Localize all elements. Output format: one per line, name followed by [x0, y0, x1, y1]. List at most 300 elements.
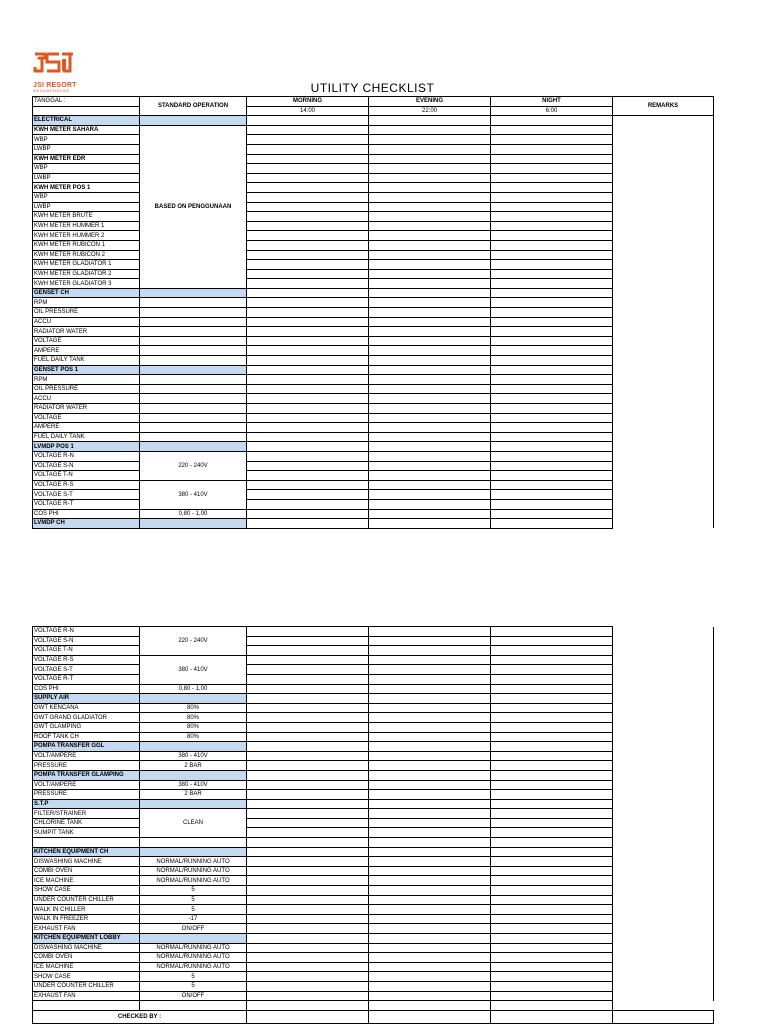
morning-reading-cell[interactable] — [247, 934, 369, 944]
morning-reading-cell[interactable] — [247, 499, 369, 509]
night-reading-cell[interactable] — [491, 751, 613, 761]
evening-reading-cell[interactable] — [369, 327, 491, 337]
evening-reading-cell[interactable] — [369, 742, 491, 752]
morning-reading-cell[interactable] — [247, 519, 369, 529]
tanggal-value[interactable] — [33, 106, 140, 116]
row-label-voltage-r-t: VOLTAGE R-T — [33, 499, 140, 509]
evening-reading-cell[interactable] — [369, 154, 491, 164]
evening-reading-cell[interactable] — [369, 519, 491, 529]
night-reading-cell[interactable] — [491, 674, 613, 684]
table-row — [33, 732, 714, 742]
night-reading-cell[interactable] — [491, 212, 613, 222]
evening-reading-cell[interactable] — [369, 288, 491, 298]
evening-reading-cell[interactable] — [369, 365, 491, 375]
table-row — [33, 183, 714, 193]
morning-reading-cell[interactable] — [247, 972, 369, 982]
night-reading-cell[interactable] — [491, 451, 613, 461]
evening-reading-cell[interactable] — [369, 404, 491, 414]
evening-reading-cell[interactable] — [369, 269, 491, 279]
evening-reading-cell[interactable] — [369, 250, 491, 260]
evening-reading-cell[interactable] — [369, 674, 491, 684]
night-reading-cell[interactable] — [491, 914, 613, 924]
evening-reading-cell[interactable] — [369, 432, 491, 442]
standard-operation-cell — [140, 770, 247, 780]
evening-reading-cell[interactable] — [369, 818, 491, 828]
table-row — [33, 250, 714, 260]
night-reading-cell[interactable] — [491, 461, 613, 471]
night-reading-cell[interactable] — [491, 732, 613, 742]
morning-reading-cell[interactable] — [247, 317, 369, 327]
morning-reading-cell[interactable] — [247, 790, 369, 800]
morning-reading-cell[interactable] — [247, 144, 369, 154]
evening-reading-cell[interactable] — [369, 471, 491, 481]
night-reading-cell[interactable] — [491, 934, 613, 944]
morning-reading-cell[interactable] — [247, 895, 369, 905]
evening-reading-cell[interactable] — [369, 857, 491, 867]
morning-reading-cell[interactable] — [247, 346, 369, 356]
evening-reading-cell[interactable] — [369, 442, 491, 452]
evening-reading-cell[interactable] — [369, 336, 491, 346]
shift-night-time: 6:00 — [491, 106, 613, 116]
morning-reading-cell[interactable] — [247, 636, 369, 646]
morning-reading-cell[interactable] — [247, 269, 369, 279]
evening-reading-cell[interactable] — [369, 394, 491, 404]
morning-reading-cell[interactable] — [247, 327, 369, 337]
morning-reading-cell[interactable] — [247, 818, 369, 828]
evening-reading-cell[interactable] — [369, 838, 491, 848]
evening-reading-cell[interactable] — [369, 684, 491, 694]
night-reading-cell[interactable] — [491, 636, 613, 646]
morning-reading-cell[interactable] — [247, 202, 369, 212]
evening-reading-cell[interactable] — [369, 212, 491, 222]
evening-reading-cell[interactable] — [369, 384, 491, 394]
morning-reading-cell[interactable] — [247, 164, 369, 174]
morning-reading-cell[interactable] — [247, 116, 369, 126]
morning-reading-cell[interactable] — [247, 471, 369, 481]
morning-reading-cell[interactable] — [247, 288, 369, 298]
standard-operation-cell — [140, 404, 247, 414]
morning-reading-cell[interactable] — [247, 751, 369, 761]
standard-operation-cell — [140, 847, 247, 857]
evening-reading-cell[interactable] — [369, 866, 491, 876]
night-reading-cell[interactable] — [491, 480, 613, 490]
row-label-volt-ampere: VOLT/AMPERE — [33, 780, 140, 790]
evening-reading-cell[interactable] — [369, 761, 491, 771]
night-reading-cell[interactable] — [491, 953, 613, 963]
table-row — [33, 317, 714, 327]
morning-reading-cell[interactable] — [247, 703, 369, 713]
evening-reading-cell[interactable] — [369, 221, 491, 231]
night-reading-cell[interactable] — [491, 384, 613, 394]
evening-reading-cell[interactable] — [369, 770, 491, 780]
morning-reading-cell[interactable] — [247, 646, 369, 656]
morning-reading-cell[interactable] — [247, 432, 369, 442]
row-label-kwh-meter-gladiator-2: KWH METER GLADIATOR 2 — [33, 269, 140, 279]
evening-reading-cell[interactable] — [369, 694, 491, 704]
evening-reading-cell[interactable] — [369, 646, 491, 656]
morning-reading-cell[interactable] — [247, 308, 369, 318]
morning-reading-cell[interactable] — [247, 231, 369, 241]
table-row — [33, 905, 714, 915]
night-reading-cell[interactable] — [491, 655, 613, 665]
night-reading-cell[interactable] — [491, 231, 613, 241]
row-label-oil-pressure: OIL PRESSURE — [33, 308, 140, 318]
morning-reading-cell[interactable] — [247, 694, 369, 704]
evening-reading-cell[interactable] — [369, 962, 491, 972]
standard-operation-cell — [140, 442, 247, 452]
night-reading-cell[interactable] — [491, 279, 613, 289]
night-reading-cell[interactable] — [491, 761, 613, 771]
night-reading-cell[interactable] — [491, 876, 613, 886]
night-reading-cell[interactable] — [491, 857, 613, 867]
evening-reading-cell[interactable] — [369, 886, 491, 896]
morning-reading-cell[interactable] — [247, 627, 369, 637]
evening-reading-cell[interactable] — [369, 876, 491, 886]
morning-reading-cell[interactable] — [247, 221, 369, 231]
evening-reading-cell[interactable] — [369, 722, 491, 732]
night-reading-cell[interactable] — [491, 722, 613, 732]
signature-cell-evening[interactable] — [369, 1010, 491, 1023]
table-row — [33, 154, 714, 164]
row-label-lwbp: LWBP — [33, 144, 140, 154]
evening-reading-cell[interactable] — [369, 423, 491, 433]
morning-reading-cell[interactable] — [247, 250, 369, 260]
morning-reading-cell[interactable] — [247, 761, 369, 771]
morning-reading-cell[interactable] — [247, 847, 369, 857]
morning-reading-cell[interactable] — [247, 442, 369, 452]
night-reading-cell[interactable] — [491, 260, 613, 270]
night-reading-cell[interactable] — [491, 981, 613, 991]
evening-reading-cell[interactable] — [369, 356, 491, 366]
morning-reading-cell[interactable] — [247, 336, 369, 346]
table-row — [33, 809, 714, 819]
evening-reading-cell[interactable] — [369, 895, 491, 905]
signature-cell-remarks[interactable] — [613, 1010, 714, 1023]
morning-reading-cell[interactable] — [247, 665, 369, 675]
evening-reading-cell[interactable] — [369, 790, 491, 800]
morning-reading-cell[interactable] — [247, 770, 369, 780]
morning-reading-cell[interactable] — [247, 394, 369, 404]
night-reading-cell[interactable] — [491, 173, 613, 183]
evening-reading-cell[interactable] — [369, 828, 491, 838]
evening-reading-cell[interactable] — [369, 703, 491, 713]
row-label-chlorine-tank: CHLORINE TANK — [33, 818, 140, 828]
evening-reading-cell[interactable] — [369, 780, 491, 790]
morning-reading-cell[interactable] — [247, 655, 369, 665]
morning-reading-cell[interactable] — [247, 461, 369, 471]
night-reading-cell[interactable] — [491, 790, 613, 800]
evening-reading-cell[interactable] — [369, 317, 491, 327]
night-reading-cell[interactable] — [491, 317, 613, 327]
morning-reading-cell[interactable] — [247, 713, 369, 723]
evening-reading-cell[interactable] — [369, 202, 491, 212]
table-row — [33, 876, 714, 886]
morning-reading-cell[interactable] — [247, 365, 369, 375]
night-reading-cell[interactable] — [491, 799, 613, 809]
morning-reading-cell[interactable] — [247, 924, 369, 934]
morning-reading-cell[interactable] — [247, 451, 369, 461]
night-reading-cell[interactable] — [491, 336, 613, 346]
table-row — [33, 135, 714, 145]
row-label-volt-ampere: VOLT/AMPERE — [33, 751, 140, 761]
morning-reading-cell[interactable] — [247, 674, 369, 684]
evening-reading-cell[interactable] — [369, 125, 491, 135]
evening-reading-cell[interactable] — [369, 135, 491, 145]
morning-reading-cell[interactable] — [247, 490, 369, 500]
morning-reading-cell[interactable] — [247, 240, 369, 250]
evening-reading-cell[interactable] — [369, 847, 491, 857]
morning-reading-cell[interactable] — [247, 212, 369, 222]
row-label-gwt-grand-gladiator: GWT GRAND GLADIATOR — [33, 713, 140, 723]
evening-reading-cell[interactable] — [369, 991, 491, 1001]
evening-reading-cell[interactable] — [369, 375, 491, 385]
night-reading-cell[interactable] — [491, 713, 613, 723]
table-row — [33, 674, 714, 684]
morning-reading-cell[interactable] — [247, 356, 369, 366]
evening-reading-cell[interactable] — [369, 346, 491, 356]
morning-reading-cell[interactable] — [247, 154, 369, 164]
night-reading-cell[interactable] — [491, 365, 613, 375]
morning-reading-cell[interactable] — [247, 799, 369, 809]
night-reading-cell[interactable] — [491, 866, 613, 876]
night-reading-cell[interactable] — [491, 847, 613, 857]
night-reading-cell[interactable] — [491, 423, 613, 433]
morning-reading-cell[interactable] — [247, 684, 369, 694]
night-reading-cell[interactable] — [491, 924, 613, 934]
morning-reading-cell[interactable] — [247, 722, 369, 732]
night-reading-cell[interactable] — [491, 356, 613, 366]
morning-reading-cell[interactable] — [247, 192, 369, 202]
row-label-genset-ch: GENSET CH — [33, 288, 140, 298]
evening-reading-cell[interactable] — [369, 480, 491, 490]
morning-reading-cell[interactable] — [247, 732, 369, 742]
evening-reading-cell[interactable] — [369, 298, 491, 308]
morning-reading-cell[interactable] — [247, 384, 369, 394]
morning-reading-cell[interactable] — [247, 423, 369, 433]
evening-reading-cell[interactable] — [369, 116, 491, 126]
night-reading-cell[interactable] — [491, 809, 613, 819]
night-reading-cell[interactable] — [491, 202, 613, 212]
night-reading-cell[interactable] — [491, 269, 613, 279]
remarks-cell[interactable] — [613, 116, 714, 529]
evening-reading-cell[interactable] — [369, 655, 491, 665]
standard-operation-cell: -17 — [140, 914, 247, 924]
table-row — [33, 886, 714, 896]
evening-reading-cell[interactable] — [369, 451, 491, 461]
night-reading-cell[interactable] — [491, 298, 613, 308]
evening-reading-cell[interactable] — [369, 751, 491, 761]
night-reading-cell[interactable] — [491, 154, 613, 164]
night-reading-cell[interactable] — [491, 818, 613, 828]
checklist-table-page2 — [32, 626, 714, 1024]
morning-reading-cell[interactable] — [247, 876, 369, 886]
evening-reading-cell[interactable] — [369, 173, 491, 183]
evening-reading-cell[interactable] — [369, 240, 491, 250]
night-reading-cell[interactable] — [491, 684, 613, 694]
night-reading-cell[interactable] — [491, 308, 613, 318]
evening-reading-cell[interactable] — [369, 499, 491, 509]
night-reading-cell[interactable] — [491, 183, 613, 193]
morning-reading-cell[interactable] — [247, 480, 369, 490]
standard-operation-cell — [140, 365, 247, 375]
night-reading-cell[interactable] — [491, 665, 613, 675]
morning-reading-cell[interactable] — [247, 125, 369, 135]
evening-reading-cell[interactable] — [369, 192, 491, 202]
evening-reading-cell[interactable] — [369, 953, 491, 963]
night-reading-cell[interactable] — [491, 627, 613, 637]
signature-cell-night[interactable] — [491, 1010, 613, 1023]
evening-reading-cell[interactable] — [369, 636, 491, 646]
night-reading-cell[interactable] — [491, 240, 613, 250]
morning-reading-cell[interactable] — [247, 260, 369, 270]
morning-reading-cell[interactable] — [247, 509, 369, 519]
tanggal-label[interactable]: TANGGAL : — [33, 97, 140, 107]
morning-reading-cell[interactable] — [247, 838, 369, 848]
night-reading-cell[interactable] — [491, 646, 613, 656]
evening-reading-cell[interactable] — [369, 183, 491, 193]
evening-reading-cell[interactable] — [369, 231, 491, 241]
evening-reading-cell[interactable] — [369, 972, 491, 982]
night-reading-cell[interactable] — [491, 509, 613, 519]
night-reading-cell[interactable] — [491, 250, 613, 260]
night-reading-cell[interactable] — [491, 404, 613, 414]
night-reading-cell[interactable] — [491, 442, 613, 452]
morning-reading-cell[interactable] — [247, 183, 369, 193]
signature-cell-morning[interactable] — [247, 1010, 369, 1023]
morning-reading-cell[interactable] — [247, 780, 369, 790]
morning-reading-cell[interactable] — [247, 375, 369, 385]
night-reading-cell[interactable] — [491, 394, 613, 404]
row-label-radiator-water: RADIATOR WATER — [33, 404, 140, 414]
row-label-gwt-glamping: GWT GLAMPING — [33, 722, 140, 732]
evening-reading-cell[interactable] — [369, 144, 491, 154]
evening-reading-cell[interactable] — [369, 713, 491, 723]
night-reading-cell[interactable] — [491, 519, 613, 529]
table-row — [33, 828, 714, 838]
morning-reading-cell[interactable] — [247, 742, 369, 752]
night-reading-cell[interactable] — [491, 943, 613, 953]
morning-reading-cell[interactable] — [247, 173, 369, 183]
night-reading-cell[interactable] — [491, 116, 613, 126]
night-reading-cell[interactable] — [491, 694, 613, 704]
night-reading-cell[interactable] — [491, 770, 613, 780]
table-row — [33, 269, 714, 279]
evening-reading-cell[interactable] — [369, 905, 491, 915]
evening-reading-cell[interactable] — [369, 732, 491, 742]
table-row — [33, 914, 714, 924]
night-reading-cell[interactable] — [491, 828, 613, 838]
morning-reading-cell[interactable] — [247, 953, 369, 963]
night-reading-cell[interactable] — [491, 490, 613, 500]
night-reading-cell[interactable] — [491, 499, 613, 509]
night-reading-cell[interactable] — [491, 991, 613, 1001]
row-label-wbp: WBP — [33, 192, 140, 202]
morning-reading-cell[interactable] — [247, 857, 369, 867]
morning-reading-cell[interactable] — [247, 943, 369, 953]
shift-morning-time: 14:00 — [247, 106, 369, 116]
standard-operation-cell — [140, 394, 247, 404]
night-reading-cell[interactable] — [491, 221, 613, 231]
night-reading-cell[interactable] — [491, 346, 613, 356]
standard-operation-cell: NORMAL/RUNNING AUTO — [140, 866, 247, 876]
night-reading-cell[interactable] — [491, 471, 613, 481]
morning-reading-cell[interactable] — [247, 404, 369, 414]
night-reading-cell[interactable] — [491, 192, 613, 202]
evening-reading-cell[interactable] — [369, 260, 491, 270]
morning-reading-cell[interactable] — [247, 828, 369, 838]
evening-reading-cell[interactable] — [369, 627, 491, 637]
morning-reading-cell[interactable] — [247, 886, 369, 896]
night-reading-cell[interactable] — [491, 780, 613, 790]
night-reading-cell[interactable] — [491, 375, 613, 385]
morning-reading-cell[interactable] — [247, 914, 369, 924]
row-label-kwh-meter-rubicon-2: KWH METER RUBICON 2 — [33, 250, 140, 260]
night-reading-cell[interactable] — [491, 413, 613, 423]
night-reading-cell[interactable] — [491, 742, 613, 752]
evening-reading-cell[interactable] — [369, 934, 491, 944]
evening-reading-cell[interactable] — [369, 809, 491, 819]
morning-reading-cell[interactable] — [247, 809, 369, 819]
evening-reading-cell[interactable] — [369, 665, 491, 675]
morning-reading-cell[interactable] — [247, 991, 369, 1001]
row-label-kwh-meter-pos-1: KWH METER POS 1 — [33, 183, 140, 193]
morning-reading-cell[interactable] — [247, 298, 369, 308]
morning-reading-cell[interactable] — [247, 413, 369, 423]
evening-reading-cell[interactable] — [369, 924, 491, 934]
night-reading-cell[interactable] — [491, 962, 613, 972]
morning-reading-cell[interactable] — [247, 866, 369, 876]
evening-reading-cell[interactable] — [369, 279, 491, 289]
evening-reading-cell[interactable] — [369, 413, 491, 423]
night-reading-cell[interactable] — [491, 135, 613, 145]
night-reading-cell[interactable] — [491, 327, 613, 337]
night-reading-cell[interactable] — [491, 288, 613, 298]
evening-reading-cell[interactable] — [369, 164, 491, 174]
standard-operation-cell — [140, 519, 247, 529]
table-row — [33, 895, 714, 905]
remarks-cell[interactable] — [613, 627, 714, 1001]
morning-reading-cell[interactable] — [247, 981, 369, 991]
morning-reading-cell[interactable] — [247, 962, 369, 972]
standard-operation-cell — [140, 694, 247, 704]
evening-reading-cell[interactable] — [369, 981, 491, 991]
evening-reading-cell[interactable] — [369, 308, 491, 318]
night-reading-cell[interactable] — [491, 125, 613, 135]
night-reading-cell[interactable] — [491, 886, 613, 896]
night-reading-cell[interactable] — [491, 838, 613, 848]
night-reading-cell[interactable] — [491, 905, 613, 915]
night-reading-cell[interactable] — [491, 972, 613, 982]
night-reading-cell[interactable] — [491, 164, 613, 174]
night-reading-cell[interactable] — [491, 895, 613, 905]
evening-reading-cell[interactable] — [369, 943, 491, 953]
evening-reading-cell[interactable] — [369, 461, 491, 471]
table-row — [33, 627, 714, 637]
morning-reading-cell[interactable] — [247, 279, 369, 289]
morning-reading-cell[interactable] — [247, 905, 369, 915]
evening-reading-cell[interactable] — [369, 914, 491, 924]
night-reading-cell[interactable] — [491, 144, 613, 154]
table-row — [33, 953, 714, 963]
table-row — [33, 838, 714, 848]
evening-reading-cell[interactable] — [369, 799, 491, 809]
night-reading-cell[interactable] — [491, 432, 613, 442]
row-label-lwbp: LWBP — [33, 202, 140, 212]
evening-reading-cell[interactable] — [369, 509, 491, 519]
night-reading-cell[interactable] — [491, 703, 613, 713]
morning-reading-cell[interactable] — [247, 135, 369, 145]
evening-reading-cell[interactable] — [369, 490, 491, 500]
